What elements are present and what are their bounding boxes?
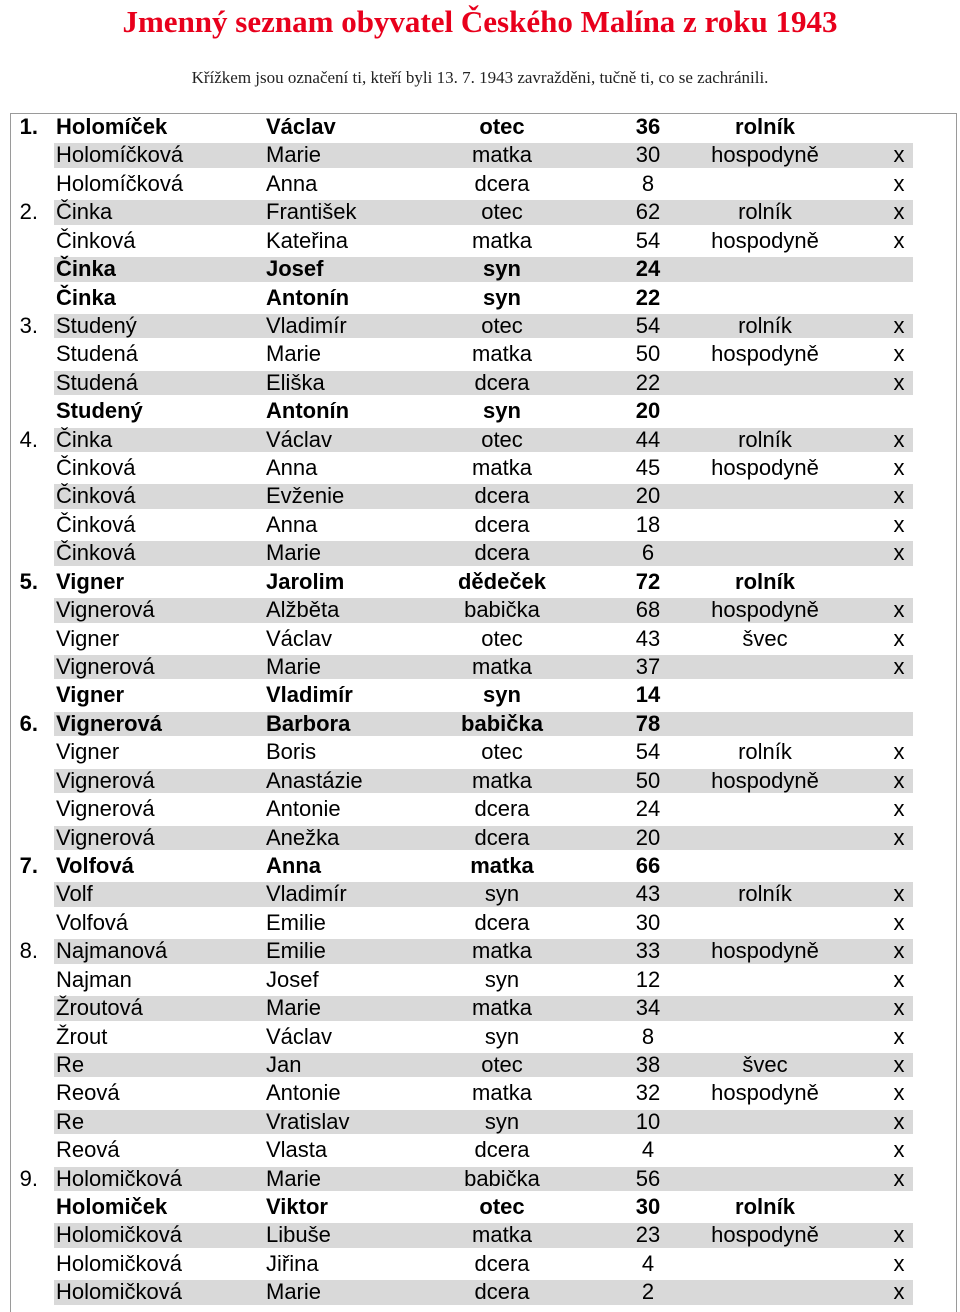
given-name-cell: Anna [266,852,321,878]
relation-cell: syn [484,1023,520,1049]
murdered-mark: x [893,824,905,850]
surname-cell: Holomíčková [56,170,184,196]
age-cell: 50 [635,767,661,793]
table-row [10,369,957,397]
given-name-cell: František [266,199,357,225]
relation-cell: syn [484,966,520,992]
relation-cell: otec [481,1051,523,1077]
occupation-cell: hospodyně [711,227,819,253]
table-row [10,454,957,482]
household-number: 8. [19,938,38,964]
surname-cell: Re [56,1108,85,1134]
given-name-cell: Marie [266,1279,322,1305]
household-number: 4. [19,426,38,452]
table-row [10,1051,957,1079]
given-name-cell: Vladimír [266,881,347,907]
age-cell: 62 [635,199,661,225]
age-cell: 4 [641,1137,655,1163]
surname-cell: Činková [56,511,136,537]
age-cell: 30 [635,1194,661,1220]
age-cell: 20 [635,824,661,850]
given-name-cell: Václav [266,1023,333,1049]
relation-cell: otec [479,1194,525,1220]
household-number: 6. [19,710,38,736]
surname-cell: Studený [56,312,137,338]
table-row [10,113,957,141]
household-number: 5. [19,568,38,594]
table-row [10,852,957,880]
age-cell: 20 [635,483,661,509]
murdered-mark: x [893,1108,905,1134]
murdered-mark: x [893,142,905,168]
surname-cell: Činka [56,284,116,310]
table-row [10,738,957,766]
surname-cell: Činková [56,483,136,509]
age-cell: 2 [641,1279,655,1305]
age-cell: 72 [635,568,661,594]
relation-cell: otec [479,114,525,139]
murdered-mark: x [893,312,905,338]
surname-cell: Vigner [56,625,120,651]
relation-cell: matka [472,995,532,1021]
age-cell: 23 [635,1222,661,1248]
occupation-cell: rolník [735,1194,795,1220]
age-cell: 38 [635,1051,661,1077]
given-name-cell: Libuše [266,1222,331,1248]
table-row [10,1079,957,1107]
table-row [10,170,957,198]
age-cell: 22 [635,284,661,310]
relation-cell: dcera [474,511,530,537]
murdered-mark: x [893,227,905,253]
relation-cell: dcera [474,1137,530,1163]
murdered-mark: x [893,540,905,566]
murdered-mark: x [893,1165,905,1191]
relation-cell: syn [483,398,521,424]
age-cell: 4 [641,1250,655,1276]
surname-cell: Vignerová [56,824,155,850]
table-row [10,1250,957,1278]
age-cell: 32 [635,1080,661,1106]
occupation-cell: hospodyně [711,1222,819,1248]
household-number: 1. [19,114,38,139]
given-name-cell: Anna [266,170,318,196]
age-cell: 8 [641,170,655,196]
age-cell: 24 [635,256,661,282]
murdered-mark: x [893,938,905,964]
given-name-cell: Václav [266,426,333,452]
table-row [10,994,957,1022]
document-title: Jmenný seznam obyvatel Českého Malína z roku 1943 [122,4,838,39]
surname-cell: Volfová [56,852,134,878]
surname-cell: Vigner [56,739,120,765]
surname-cell: Studená [56,341,138,367]
surname-cell: Najman [56,966,132,992]
occupation-cell: rolník [738,312,792,338]
surname-cell: Holomičková [56,1279,182,1305]
relation-cell: dcera [474,1250,530,1276]
relation-cell: otec [481,739,523,765]
relation-cell: matka [472,1080,532,1106]
given-name-cell: Anežka [266,824,340,850]
relation-cell: dcera [474,483,530,509]
age-cell: 30 [635,909,661,935]
occupation-cell: hospodyně [711,597,819,623]
table-row [10,653,957,681]
given-name-cell: Alžběta [266,597,340,623]
given-name-cell: Josef [266,966,319,992]
age-cell: 50 [635,341,661,367]
surname-cell: Činková [56,455,136,481]
table-row [10,141,957,169]
table-row [10,1193,957,1221]
murdered-mark: x [893,909,905,935]
table-row [10,710,957,738]
surname-cell: Vigner [56,682,125,708]
table-row [10,255,957,283]
table-row [10,340,957,368]
relation-cell: syn [483,256,521,282]
occupation-cell: hospodyně [711,1080,819,1106]
relation-cell: syn [483,682,521,708]
age-cell: 54 [635,739,661,765]
table-row [10,880,957,908]
table-row [10,284,957,312]
murdered-mark: x [893,881,905,907]
occupation-cell: rolník [735,114,795,139]
surname-cell: Studený [56,398,143,424]
relation-cell: syn [483,284,521,310]
given-name-cell: Václav [266,114,336,139]
given-name-cell: Vladimír [266,312,347,338]
age-cell: 78 [635,710,661,736]
age-cell: 30 [635,142,661,168]
relation-cell: dcera [474,909,530,935]
relation-cell: dcera [474,170,530,196]
resident-table [10,113,957,1307]
murdered-mark: x [893,341,905,367]
age-cell: 20 [635,398,661,424]
relation-cell: dědeček [457,568,547,594]
given-name-cell: Kateřina [266,227,348,253]
surname-cell: Činková [56,227,136,253]
relation-cell: matka [472,654,532,680]
age-cell: 56 [635,1165,661,1191]
age-cell: 22 [635,369,661,395]
household-number: 3. [19,312,38,338]
table-row [10,397,957,425]
table-row [10,426,957,454]
occupation-cell: rolník [738,426,792,452]
murdered-mark: x [893,767,905,793]
relation-cell: otec [481,426,523,452]
given-name-cell: Vratislav [266,1108,350,1134]
occupation-cell: hospodyně [711,341,819,367]
table-row [10,966,957,994]
given-name-cell: Marie [266,341,322,367]
surname-cell: Volfová [56,909,129,935]
table-row [10,625,957,653]
age-cell: 44 [635,426,661,452]
murdered-mark: x [893,625,905,651]
age-cell: 33 [635,938,661,964]
table-row [10,1278,957,1306]
occupation-cell: hospodyně [711,938,819,964]
murdered-mark: x [893,966,905,992]
surname-cell: Reová [56,1137,120,1163]
relation-cell: otec [481,625,523,651]
age-cell: 43 [635,625,661,651]
table-row [10,1108,957,1136]
age-cell: 36 [635,114,661,139]
surname-cell: Holomičková [56,1222,182,1248]
table-row [10,824,957,852]
table-row [10,227,957,255]
age-cell: 37 [635,654,661,680]
given-name-cell: Barbora [266,710,351,736]
given-name-cell: Antonie [266,796,341,822]
age-cell: 34 [635,995,661,1021]
relation-cell: matka [470,852,534,878]
relation-cell: babička [464,597,540,623]
given-name-cell: Evženie [266,483,345,509]
murdered-mark: x [893,426,905,452]
given-name-cell: Anastázie [266,767,363,793]
given-name-cell: Jarolim [266,568,345,594]
age-cell: 12 [635,966,661,992]
age-cell: 8 [641,1023,655,1049]
relation-cell: dcera [474,369,530,395]
given-name-cell: Anna [266,455,318,481]
given-name-cell: Marie [266,142,322,168]
murdered-mark: x [893,1023,905,1049]
surname-cell: Vignerová [56,796,155,822]
surname-cell: Činka [56,199,113,225]
surname-cell: Studená [56,369,138,395]
murdered-mark: x [893,1250,905,1276]
murdered-mark: x [893,1279,905,1305]
relation-cell: syn [484,881,520,907]
given-name-cell: Antonie [266,1080,341,1106]
murdered-mark: x [893,483,905,509]
surname-cell: Vignerová [56,597,155,623]
household-number: 2. [19,199,38,225]
age-cell: 18 [635,511,661,537]
occupation-cell: hospodyně [711,142,819,168]
table-row [10,1165,957,1193]
age-cell: 24 [635,796,661,822]
occupation-cell: švec [742,1051,788,1077]
table-row [10,482,957,510]
given-name-cell: Emilie [266,938,326,964]
relation-cell: matka [472,767,532,793]
murdered-mark: x [893,796,905,822]
relation-cell: matka [472,455,532,481]
given-name-cell: Marie [266,540,322,566]
murdered-mark: x [893,1080,905,1106]
surname-cell: Žrout [56,1023,108,1049]
murdered-mark: x [893,1051,905,1077]
surname-cell: Vigner [56,568,125,594]
age-cell: 14 [635,682,661,708]
table-row [10,539,957,567]
age-cell: 68 [635,597,661,623]
surname-cell: Holomíček [56,114,168,139]
household-number: 7. [19,852,38,878]
table-row [10,1136,957,1164]
given-name-cell: Eliška [266,369,325,395]
table-row [10,596,957,624]
surname-cell: Holomičková [56,1250,182,1276]
relation-cell: otec [481,312,523,338]
given-name-cell: Boris [266,739,317,765]
age-cell: 6 [641,540,655,566]
age-cell: 45 [635,455,661,481]
relation-cell: dcera [474,540,530,566]
murdered-mark: x [893,1137,905,1163]
occupation-cell: švec [742,625,788,651]
table-row [10,909,957,937]
murdered-mark: x [893,995,905,1021]
given-name-cell: Jan [266,1051,302,1077]
given-name-cell: Antonín [266,398,350,424]
surname-cell: Volf [56,881,93,907]
occupation-cell: hospodyně [711,455,819,481]
given-name-cell: Josef [266,256,324,282]
relation-cell: dcera [474,824,530,850]
given-name-cell: Václav [266,625,333,651]
given-name-cell: Antonín [266,284,350,310]
surname-cell: Najmanová [56,938,168,964]
document-subtitle: Křížkem jsou označení ti, kteří byli 13. 7. 1943 zavražděni, tučně ti, co se zachránili. [191,68,769,87]
surname-cell: Činková [56,540,136,566]
table-row [10,937,957,965]
table-row [10,198,957,226]
murdered-mark: x [893,654,905,680]
murdered-mark: x [893,739,905,765]
relation-cell: matka [472,938,532,964]
relation-cell: dcera [474,1279,530,1305]
surname-cell: Činka [56,426,113,452]
murdered-mark: x [893,369,905,395]
given-name-cell: Marie [266,1165,322,1191]
surname-cell: Vignerová [56,710,162,736]
relation-cell: otec [481,199,523,225]
murdered-mark: x [893,199,905,225]
given-name-cell: Emilie [266,909,326,935]
surname-cell: Re [56,1051,85,1077]
household-number: 9. [19,1165,38,1191]
surname-cell: Činka [56,256,116,282]
murdered-mark: x [893,170,905,196]
occupation-cell: rolník [738,199,792,225]
relation-cell: syn [484,1108,520,1134]
surname-cell: Holomíčková [56,142,184,168]
murdered-mark: x [893,597,905,623]
age-cell: 10 [635,1108,661,1134]
age-cell: 54 [635,312,661,338]
table-row [10,795,957,823]
relation-cell: matka [472,1222,532,1248]
given-name-cell: Viktor [266,1194,328,1220]
occupation-cell: hospodyně [711,767,819,793]
age-cell: 54 [635,227,661,253]
relation-cell: matka [472,142,532,168]
table-row [10,312,957,340]
surname-cell: Reová [56,1080,120,1106]
occupation-cell: rolník [738,739,792,765]
murdered-mark: x [893,455,905,481]
surname-cell: Vignerová [56,654,155,680]
table-row [10,681,957,709]
age-cell: 43 [635,881,661,907]
given-name-cell: Vlasta [266,1137,328,1163]
occupation-cell: rolník [735,568,795,594]
relation-cell: dcera [474,796,530,822]
surname-cell: Holomičková [56,1165,182,1191]
table-row [10,1221,957,1249]
surname-cell: Holomiček [56,1194,168,1220]
occupation-cell: rolník [738,881,792,907]
surname-cell: Žroutová [56,995,143,1021]
table-row [10,1023,957,1051]
table-row [10,568,957,596]
table-row [10,767,957,795]
relation-cell: babička [464,1165,540,1191]
table-row [10,511,957,539]
given-name-cell: Vladimír [266,682,353,708]
age-cell: 66 [635,852,661,878]
murdered-mark: x [893,511,905,537]
surname-cell: Vignerová [56,767,155,793]
relation-cell: matka [472,341,532,367]
given-name-cell: Anna [266,511,318,537]
given-name-cell: Jiřina [266,1250,319,1276]
murdered-mark: x [893,1222,905,1248]
relation-cell: babička [461,710,543,736]
relation-cell: matka [472,227,532,253]
given-name-cell: Marie [266,654,322,680]
given-name-cell: Marie [266,995,322,1021]
